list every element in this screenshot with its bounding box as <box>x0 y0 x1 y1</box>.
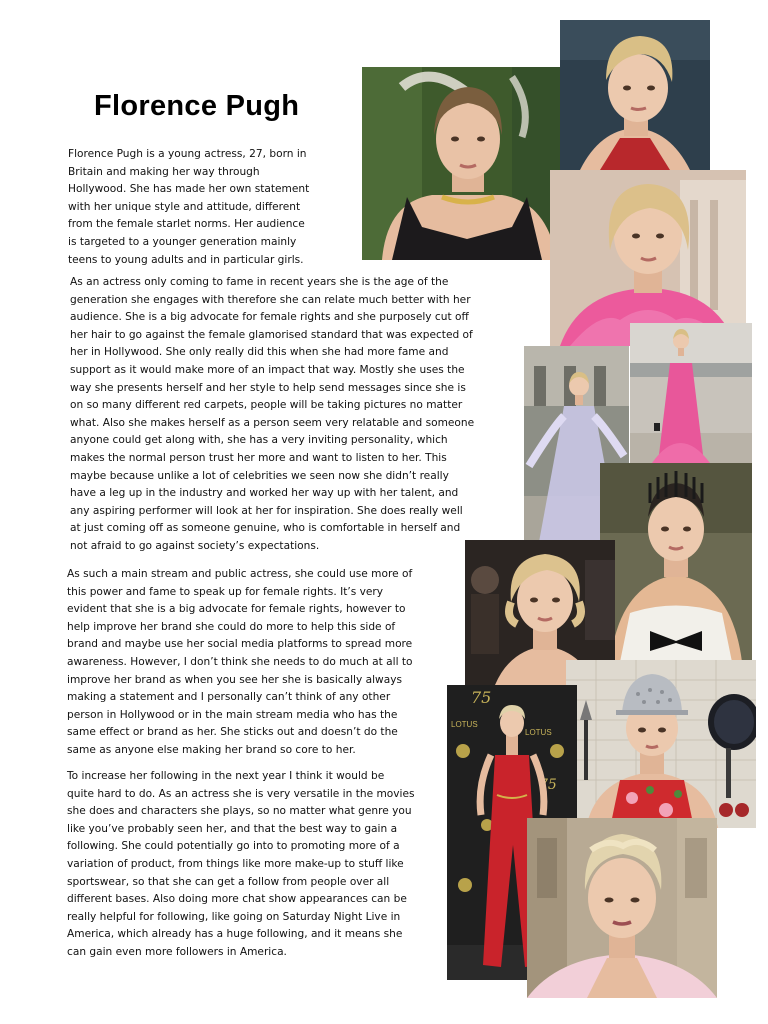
text-line: audience. She is a big advocate for female rights and she purposely cut off <box>70 311 469 324</box>
text-line: person in Hollywood or in the main stream media who has the <box>67 708 398 721</box>
text-line: any aspiring performer will look at her for inspiration. She does really well <box>70 504 463 517</box>
text-line: As such a main stream and public actress, she could use more of <box>67 568 413 580</box>
photo-green-backdrop <box>362 67 571 260</box>
text-line: she does and characters she plays, so no matter what genre you <box>67 805 412 818</box>
text-line: evident that she is a big advocate for female rights, however to <box>67 603 406 616</box>
text-line: same as anyone else making her brand so core to her. <box>67 743 356 756</box>
text-line: at just coming off as someone genuine, who is comfortable in herself and <box>70 522 461 535</box>
photo-pink-tulle <box>550 170 746 346</box>
text-line: sportswear, so that she can get a follow from people over all <box>67 875 390 888</box>
text-line: really helpful for following, like going on Saturday Night Live in <box>67 910 401 923</box>
text-line: making a statement and I personally can’t think of any other <box>67 691 391 704</box>
lotus-75-logo: 75 <box>539 777 557 793</box>
following-paragraph <box>67 768 415 962</box>
text-line: maybe because unlike a lot of celebrities we seen now she didn’t really <box>70 469 449 482</box>
text-line: from the female starlet norms. Her audience <box>68 218 305 231</box>
text-line: brand and maybe use her social media platforms to spread more <box>67 638 413 651</box>
photo-stone-building <box>527 818 717 998</box>
intro-paragraph <box>68 146 309 269</box>
text-line: this power and fame to speak up for female rights. It’s very <box>67 585 384 598</box>
text-line: different bases. Also doing more chat show appearances can be <box>67 893 407 906</box>
text-line: following. She could potentially go into to promoting more of a <box>67 840 400 853</box>
text-line: what. Also she makes herself as a person seem very relatable and someone <box>70 416 475 429</box>
text-line: way she presents herself and her style to help send messages since she is <box>70 381 466 394</box>
photo-kitchen-colander <box>566 660 756 828</box>
text-line: same effect or brand as her. She sticks out and doesn’t do the <box>67 726 398 739</box>
text-line: quite hard to do. As an actress she is very versatile in the movies <box>67 787 415 800</box>
lotus-brand-text: LOTUS <box>525 728 552 737</box>
lotus-75-logo: 75 <box>471 688 492 707</box>
text-line: is targeted to a younger generation mainly <box>68 235 297 248</box>
text-line: Hollywood. She has made her own statement <box>68 183 310 196</box>
photo-blonde-pixie-red <box>560 20 710 170</box>
text-line: on so many different red carpets, people will be taking pictures no matter <box>70 399 463 412</box>
lotus-brand-text: LOTUS <box>451 720 478 729</box>
photo-pink-gown <box>630 323 752 463</box>
photo-headdress <box>600 463 752 662</box>
text-line: Florence Pugh is a young actress, 27, born in <box>68 148 307 160</box>
text-line: support as it would make more of an impact that way. Mostly she uses the <box>70 363 465 376</box>
text-line: To increase her following in the next year I think it would be <box>67 770 385 782</box>
text-line: with her unique style and attitude, different <box>68 200 301 213</box>
text-line: not afraid to go against society’s expectations. <box>70 539 320 552</box>
text-line: teens to young adults and in particular girls. <box>68 253 304 266</box>
text-line: America, which already has a huge following, and it means she <box>67 928 403 941</box>
text-line: anyone could get along with, she has a very inviting personality, which <box>70 434 448 447</box>
page-title: Florence Pugh <box>94 90 300 122</box>
text-line: improve her brand as when you see her she is basically always <box>67 673 402 686</box>
text-line: her in Hollywood. She only really did this when she had more fame and <box>70 346 449 359</box>
text-line: like you’ve probably seen her, and that the best way to gain a <box>67 822 398 835</box>
text-line: can gain even more followers in America. <box>67 945 287 958</box>
text-line: Britain and making her way through <box>68 165 260 178</box>
brand-paragraph <box>67 566 413 760</box>
text-line: As an actress only coming to fame in recent years she is the age of the <box>70 276 449 288</box>
text-line: her hair to go against the female glamorised standard that was expected of <box>70 328 473 341</box>
text-line: makes the normal person trust her more and want to listen to her. This <box>70 451 447 464</box>
text-line: have a leg up in the industry and worked her way up with her talent, and <box>70 487 459 500</box>
text-line: variation of product, from things like more make-up to stuff like <box>67 857 404 870</box>
text-line: generation she engages with therefore she can relate much better with her <box>70 293 471 306</box>
text-line: help improve her brand she could do more to help this side of <box>67 620 396 633</box>
text-line: awareness. However, I don’t think she needs to do much at all to <box>67 655 413 668</box>
audience-paragraph <box>70 274 474 556</box>
